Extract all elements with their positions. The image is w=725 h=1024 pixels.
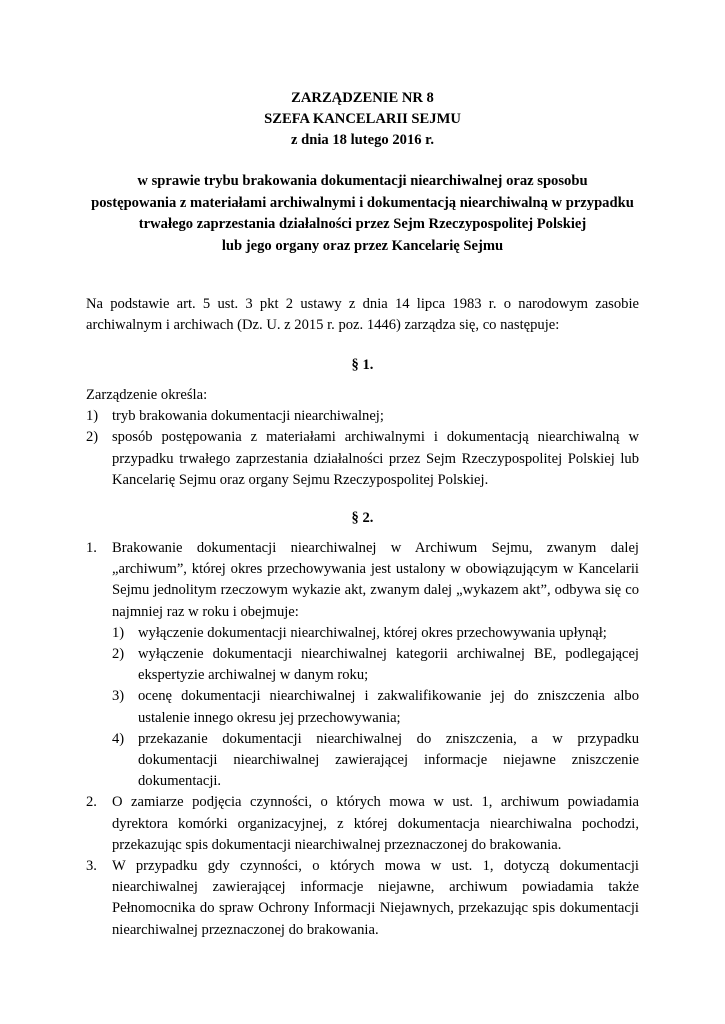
text-line: „archiwum”, której okres przechowywania jest ustalony w obowiązującym w Kancelarii	[112, 561, 639, 578]
text-line: Na podstawie art. 5 ust. 3 pkt 2 ustawy z dnia 14 lipca 1983 r. o narodowym zasobie	[86, 296, 639, 312]
item-number: 2.	[86, 794, 97, 811]
sub-list-item	[112, 686, 639, 728]
text-line: ocenę dokumentacji niearchiwalnej i zakwalifikowanie jej do zniszczenia albo	[138, 688, 639, 705]
text-line: tryb brakowania dokumentacji niearchiwalnej;	[112, 408, 384, 425]
document-subject	[60, 171, 665, 257]
subject-line: postępowania z materiałami archiwalnymi i dokumentacją niearchiwalną w przypadku	[91, 194, 634, 211]
document-header	[0, 88, 725, 151]
text-line: sposób postępowania z materiałami archiwalnymi i dokumentacją niearchiwalną w	[112, 429, 639, 446]
item-number: 1)	[86, 408, 99, 425]
text-line: W przypadku gdy czynności, o których mowa w ust. 1, dotyczą dokumentacji	[112, 858, 639, 875]
text-line: dokumentacji.	[138, 773, 222, 790]
text-line: Sejmu jednolitym rzeczowym wykazie akt, zwanym dalej „wykazem akt”, odbywa się co	[112, 582, 639, 599]
legal-basis	[86, 294, 639, 336]
text-line: wyłączenie dokumentacji niearchiwalnej kategorii archiwalnej BE, podlegającej	[138, 646, 639, 663]
text-line: dyrektora komórki organizacyjnej, z której dokumentacja niearchiwalna pochodzi,	[112, 815, 639, 832]
text-line: przekazanie dokumentacji niearchiwalnej do zniszczenia, a w przypadku	[138, 730, 639, 747]
text-line: przekazując spis dokumentacji niearchiwalnej przeznaczonej do brakowania.	[112, 836, 562, 853]
text-line: Pełnomocnika do spraw Ochrony Informacji Niejawnych, przekazując spis dokumentacji	[112, 900, 639, 917]
section-lead: Zarządzenie określa:	[86, 387, 208, 403]
text-line: O zamiarze podjęcia czynności, o których mowa w ust. 1, archiwum powiadamia	[112, 794, 639, 811]
text-line: przypadku trwałego zaprzestania działalności przez Sejm Rzeczypospolitej Polskiej lub	[112, 450, 639, 467]
text-line: archiwalnym i archiwach (Dz. U. z 2015 r. poz. 1446) zarządza się, co następuje:	[86, 317, 560, 334]
item-number: 1)	[112, 624, 125, 641]
subject-line: lub jego organy oraz przez Kancelarię Sejmu	[221, 237, 504, 254]
section-1	[86, 385, 639, 491]
list-item	[86, 538, 639, 623]
section-2	[86, 538, 639, 941]
item-number: 1.	[86, 540, 97, 556]
item-number: 4)	[112, 730, 125, 747]
subject-line: w sprawie trybu brakowania dokumentacji niearchiwalnej oraz sposobu	[137, 173, 588, 189]
sub-list-item	[112, 729, 639, 793]
list-item	[86, 792, 639, 856]
sub-list-item	[112, 644, 639, 686]
sub-list-item	[112, 623, 639, 644]
list-item	[86, 427, 639, 491]
item-number: 3)	[112, 688, 125, 705]
list-item	[86, 406, 639, 427]
text-line: dokumentacji niearchiwalnej zawierającej informacje niejawne zniszczenie	[138, 752, 639, 769]
item-number: 3.	[86, 858, 97, 875]
text-line: niearchiwalnej zawierającej informacje niejawne, archiwum powiadamia także	[112, 879, 639, 896]
text-line: ustalenie innego okresu jej przechowywania;	[138, 709, 401, 726]
text-line: ekspertyzie archiwalnej w danym roku;	[138, 667, 369, 684]
text-line: najmniej raz w roku i obejmuje:	[112, 603, 299, 620]
text-line: niearchiwalnej przeznaczonej do brakowania.	[112, 921, 379, 938]
issuer: SZEFA KANCELARII SEJMU	[264, 111, 461, 127]
list-item	[86, 856, 639, 941]
text-line: Kancelarię Sejmu oraz organy Sejmu Rzeczypospolitej Polskiej.	[112, 471, 489, 488]
order-number: ZARZĄDZENIE NR 8	[291, 90, 434, 106]
text-line: Brakowanie dokumentacji niearchiwalnej w Archiwum Sejmu, zwanym dalej	[112, 540, 639, 556]
issue-date: z dnia 18 lutego 2016 r.	[291, 132, 434, 148]
paragraph-heading: § 1.	[351, 357, 374, 373]
paragraph-heading: § 2.	[351, 510, 374, 526]
subject-line: trwałego zaprzestania działalności przez Sejm Rzeczypospolitej Polskiej	[138, 216, 587, 232]
text-line: wyłączenie dokumentacji niearchiwalnej, której okres przechowywania upłynął;	[138, 624, 607, 641]
item-number: 2)	[112, 646, 125, 663]
item-number: 2)	[86, 429, 99, 446]
